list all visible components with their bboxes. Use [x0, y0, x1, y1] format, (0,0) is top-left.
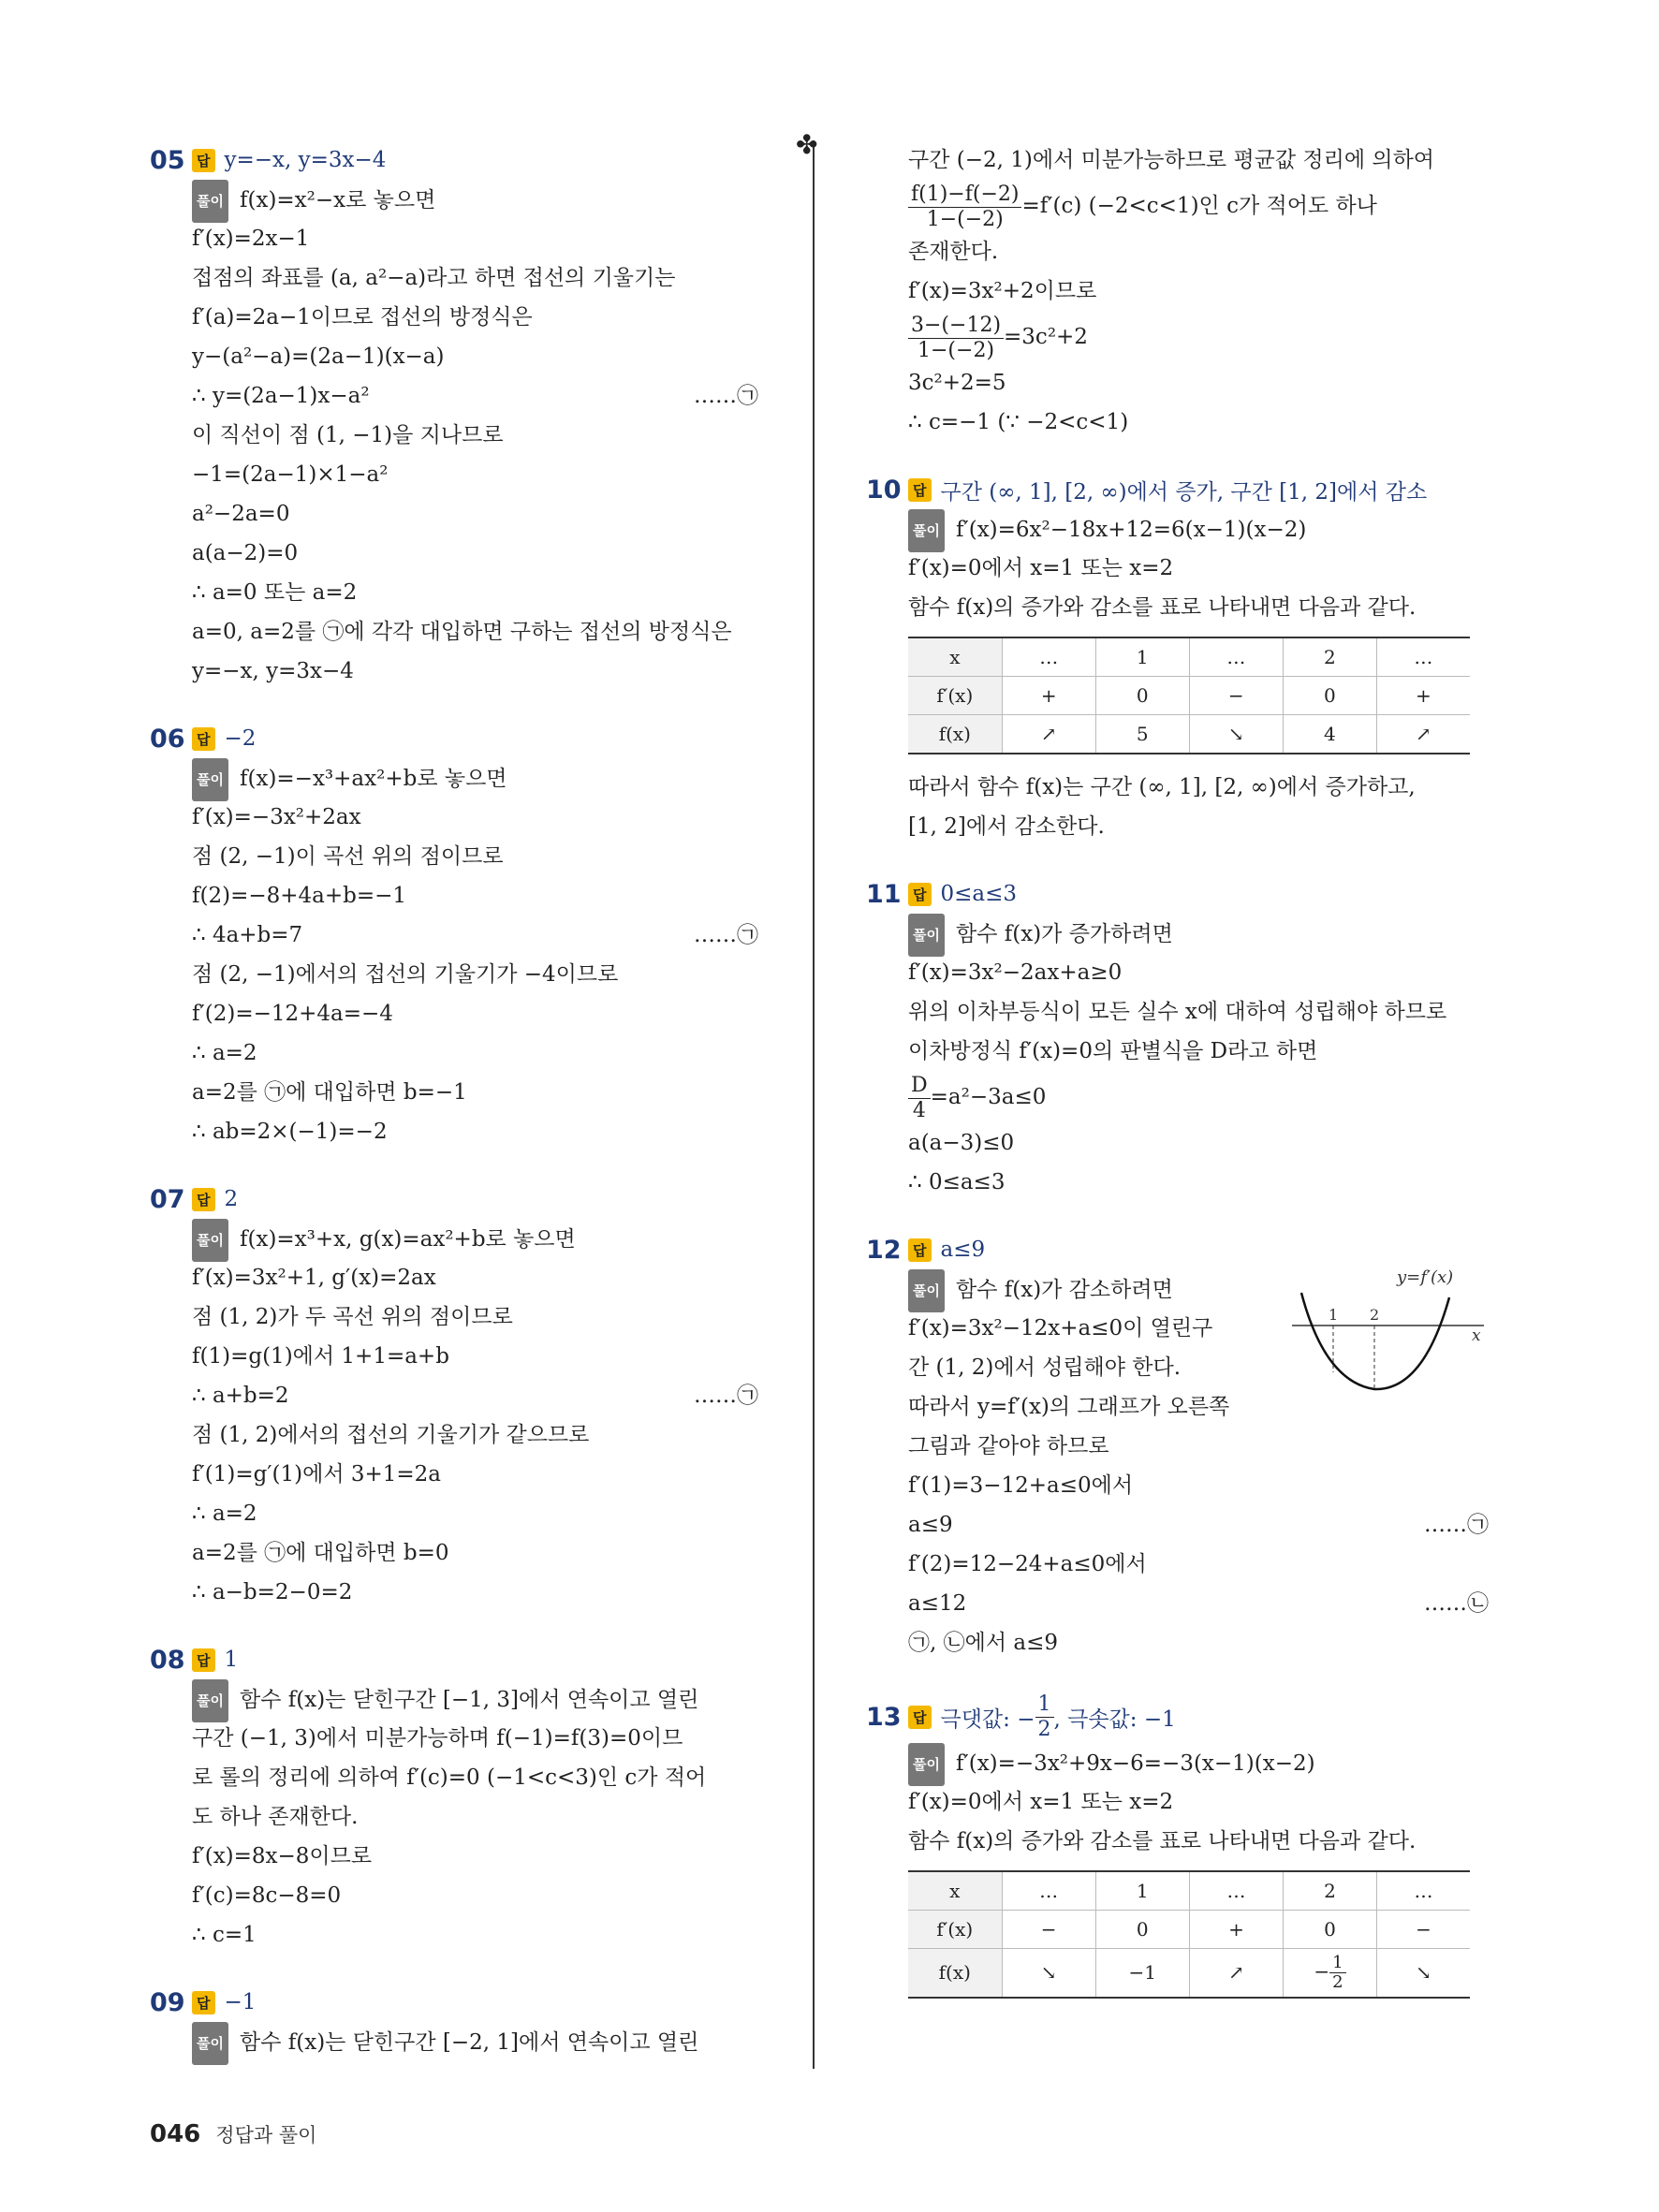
solution-line: a=2를 ㉠에 대입하면 b=0 [192, 1541, 449, 1565]
fraction-denominator: 2 [1037, 1717, 1051, 1741]
solution-line: f′(1)=g′(1)에서 3+1=2a [192, 1462, 442, 1487]
solution-line: a²−2a=0 [192, 502, 290, 526]
answer-badge: 답 [192, 149, 215, 172]
variation-table [908, 637, 1470, 754]
table-cell: 0 [1095, 677, 1189, 715]
solution-line: f′(a)=2a−1이므로 접선의 방정식은 [192, 305, 533, 330]
solution-line: a≤12 [908, 1591, 967, 1616]
solution-line: f′(1)=3−12+a≤0에서 [908, 1473, 1134, 1498]
table-cell: f(x) [908, 715, 1002, 754]
problem-number: 13 [866, 1702, 902, 1732]
problem-09-continued [908, 140, 1489, 442]
solution-badge: 풀이 [908, 1743, 945, 1786]
table-row [908, 637, 1470, 677]
problem-number: 09 [150, 1987, 185, 2017]
table-cell: x [908, 637, 1002, 677]
table-row [908, 677, 1470, 715]
problem-11 [866, 874, 1489, 1202]
solution-line: 이차방정식 f′(x)=0의 판별식을 D라고 하면 [908, 1039, 1318, 1063]
table-cell: … [1376, 637, 1470, 677]
column-divider [813, 140, 815, 2069]
variation-table [908, 1870, 1470, 1999]
solution-line: 함수 f(x)가 감소하려면 [955, 1278, 1173, 1302]
table-cell: f′(x) [908, 677, 1002, 715]
solution-line: f′(x)=−3x²+9x−6=−3(x−1)(x−2) [955, 1751, 1315, 1776]
solution-line: f′(2)=−12+4a=−4 [192, 1002, 393, 1026]
solution-line: 간 (1, 2)에서 성립해야 한다. [908, 1355, 1182, 1380]
solution-line: f(x)=−x³+ax²+b로 놓으면 [239, 767, 507, 791]
solution-line: =3c²+2 [1004, 325, 1088, 349]
table-cell: 4 [1283, 715, 1376, 754]
solution-line: y−(a²−a)=(2a−1)(x−a) [192, 344, 445, 369]
table-cell: … [1376, 1871, 1470, 1911]
solution-line: f′(c)=8c−8=0 [192, 1883, 342, 1908]
equation-mark: ……㉠ [694, 384, 758, 408]
table-cell: 1 [1095, 1871, 1189, 1911]
solution-line: 함수 f(x)의 증가와 감소를 표로 나타내면 다음과 같다. [908, 1829, 1417, 1853]
answer-badge: 답 [908, 883, 932, 906]
problem-10 [866, 470, 1489, 846]
solution-line: 점 (2, −1)이 곡선 위의 점이므로 [192, 844, 504, 869]
solution-line: −1=(2a−1)×1−a² [192, 462, 389, 487]
table-row [908, 1871, 1470, 1911]
solution-badge: 풀이 [908, 914, 945, 957]
answer-text: , 극솟값: −1 [1053, 1707, 1176, 1732]
solution-line: f(x)=x³+x, g(x)=ax²+b로 놓으면 [239, 1227, 576, 1252]
left-column [150, 140, 758, 2061]
fraction-numerator: 1 [1035, 1692, 1054, 1718]
solution-line: 구간 (−2, 1)에서 미분가능하므로 평균값 정리에 의하여 [908, 148, 1435, 172]
solution-badge: 풀이 [192, 1679, 228, 1722]
solution-line: 따라서 y=f′(x)의 그래프가 오른쪽 [908, 1395, 1230, 1419]
fraction [908, 314, 1004, 363]
problem-06 [150, 719, 758, 1151]
solution-line: 점 (1, 2)가 두 곡선 위의 점이므로 [192, 1305, 513, 1329]
table-cell: ↘ [1376, 1949, 1470, 1998]
fraction-denominator: 2 [1332, 1971, 1343, 1992]
problem-12 [866, 1230, 1489, 1663]
right-column [866, 140, 1489, 2012]
table-cell: + [1189, 1911, 1283, 1949]
answer-badge: 답 [192, 1188, 215, 1211]
answer-text: 0≤a≤3 [940, 882, 1018, 906]
solution-line: ∴ y=(2a−1)x−a² [192, 384, 370, 408]
solution-line: f′(x)=2x−1 [192, 227, 310, 251]
fraction [1329, 1954, 1345, 1992]
answer-badge: 답 [192, 727, 215, 751]
table-cell: ↗ [1002, 715, 1095, 754]
solution-badge: 풀이 [908, 509, 945, 552]
solution-line: =f′(c) (−2<c<1)인 c가 적어도 하나 [1021, 194, 1377, 218]
solution-line: ∴ a=2 [192, 1502, 257, 1526]
solution-line: ∴ a=0 또는 a=2 [192, 580, 358, 605]
solution-line: 접점의 좌표를 (a, a²−a)라고 하면 접선의 기울기는 [192, 266, 676, 290]
solution-line: f′(x)=−3x²+2ax [192, 805, 361, 829]
solution-line: a(a−2)=0 [192, 541, 299, 565]
solution-line: ∴ c=1 [192, 1923, 257, 1947]
minus-sign: − [1314, 1959, 1330, 1983]
table-cell: ↗ [1376, 715, 1470, 754]
solution-line: f′(x)=3x²−12x+a≤0이 열린구 [908, 1316, 1213, 1340]
table-cell: + [1002, 677, 1095, 715]
problem-number: 11 [866, 879, 902, 909]
solution-line: a=0, a=2를 ㉠에 각각 대입하면 구하는 접선의 방정식은 [192, 620, 732, 644]
divider-ornament-icon: ✤ [796, 129, 818, 160]
solution-line: 점 (2, −1)에서의 접선의 기울기가 −4이므로 [192, 962, 619, 987]
problem-number: 07 [150, 1184, 185, 1214]
solution-line: y=−x, y=3x−4 [192, 659, 354, 683]
table-cell: − [1376, 1911, 1470, 1949]
table-cell: − [1002, 1911, 1095, 1949]
equation-mark: ……㉠ [1424, 1513, 1489, 1537]
solution-line: [1, 2]에서 감소한다. [908, 814, 1105, 839]
table-cell: 5 [1095, 715, 1189, 754]
solution-line: 로 롤의 정리에 의하여 f′(c)=0 (−1<c<3)인 c가 적어 [192, 1765, 707, 1790]
answer-text: 극댓값: − [940, 1707, 1035, 1732]
answer-badge: 답 [908, 478, 932, 502]
answer-badge: 답 [908, 1706, 932, 1729]
fraction-numerator: 1 [1329, 1954, 1345, 1973]
solution-line: 구간 (−1, 3)에서 미분가능하며 f(−1)=f(3)=0이므 [192, 1726, 683, 1751]
solution-line: a=2를 ㉠에 대입하면 b=−1 [192, 1080, 467, 1105]
fraction-denominator: 1−(−2) [926, 207, 1004, 231]
table-cell: −1 [1095, 1949, 1189, 1998]
solution-badge: 풀이 [192, 180, 228, 223]
solution-line: ∴ a+b=2 [192, 1384, 289, 1408]
fraction-denominator: 1−(−2) [918, 338, 995, 362]
problem-07 [150, 1179, 758, 1612]
solution-line: 그림과 같아야 하므로 [908, 1434, 1109, 1458]
tick-label-2: 2 [1370, 1306, 1380, 1324]
solution-line: f′(x)=0에서 x=1 또는 x=2 [908, 556, 1174, 580]
solution-line: 함수 f(x)는 닫힌구간 [−1, 3]에서 연속이고 열린 [239, 1688, 699, 1712]
answer-badge: 답 [192, 1648, 215, 1672]
solution-line: f′(x)=6x²−18x+12=6(x−1)(x−2) [955, 518, 1307, 542]
solution-line: f′(x)=3x²−2ax+a≥0 [908, 960, 1123, 985]
solution-line: f(2)=−8+4a+b=−1 [192, 884, 407, 908]
fraction-numerator: 3−(−12) [908, 314, 1004, 339]
problem-number: 06 [150, 724, 185, 754]
table-cell: … [1002, 1871, 1095, 1911]
solution-badge: 풀이 [192, 1219, 228, 1262]
table-cell: … [1002, 637, 1095, 677]
table-cell [1284, 1949, 1377, 1998]
solution-line: =a²−3a≤0 [930, 1085, 1047, 1109]
table-cell: + [1376, 677, 1470, 715]
solution-line: ∴ ab=2×(−1)=−2 [192, 1120, 388, 1144]
answer-text: a≤9 [940, 1238, 986, 1262]
solution-line: 함수 f(x)의 증가와 감소를 표로 나타내면 다음과 같다. [908, 595, 1417, 620]
fraction-denominator: 4 [912, 1098, 926, 1122]
solution-badge: 풀이 [192, 2022, 228, 2065]
solution-line: ∴ 0≤a≤3 [908, 1170, 1006, 1194]
problem-05 [150, 140, 758, 691]
solution-badge: 풀이 [192, 758, 228, 801]
answer-text: 2 [224, 1187, 239, 1211]
problem-number: 10 [866, 475, 902, 505]
solution-line: f(1)=g(1)에서 1+1=a+b [192, 1344, 449, 1369]
solution-line: 3c²+2=5 [908, 371, 1006, 395]
solution-line: f′(x)=8x−8이므로 [192, 1844, 373, 1868]
table-row [908, 1949, 1470, 1998]
problem-08 [150, 1640, 758, 1955]
table-cell: 2 [1283, 637, 1376, 677]
solution-line: 함수 f(x)는 닫힌구간 [−2, 1]에서 연속이고 열린 [239, 2030, 699, 2055]
solution-line: 따라서 함수 f(x)는 구간 (∞, 1], [2, ∞)에서 증가하고, [908, 775, 1416, 799]
solution-line: f′(2)=12−24+a≤0에서 [908, 1552, 1147, 1576]
answer-text: 1 [224, 1648, 239, 1672]
solution-line: ∴ a−b=2−0=2 [192, 1580, 353, 1604]
problem-13 [866, 1691, 1489, 1999]
table-cell: ↘ [1002, 1949, 1095, 1998]
solution-line: 위의 이차부등식이 모든 실수 x에 대하여 성립해야 하므로 [908, 1000, 1447, 1024]
answer-badge: 답 [192, 1991, 215, 2014]
table-cell: ↘ [1189, 715, 1283, 754]
table-cell: 0 [1095, 1911, 1189, 1949]
problem-number: 08 [150, 1645, 185, 1675]
tick-label-1: 1 [1329, 1306, 1339, 1324]
fraction-numerator: f(1)−f(−2) [908, 183, 1021, 208]
problem-09 [150, 1983, 758, 2061]
table-cell: … [1189, 1871, 1283, 1911]
solution-line: ∴ a=2 [192, 1041, 257, 1065]
solution-line: f′(x)=3x²+2이므로 [908, 279, 1097, 303]
answer-text: y=−x, y=3x−4 [224, 148, 387, 172]
table-cell: − [1189, 677, 1283, 715]
solution-line: ∴ 4a+b=7 [192, 923, 303, 947]
solution-line: ∴ c=−1 (∵ −2<c<1) [908, 410, 1129, 434]
problem-number: 05 [150, 145, 185, 175]
equation-mark: ……㉠ [694, 923, 758, 947]
table-cell: … [1189, 637, 1283, 677]
answer-text: 구간 (∞, 1], [2, ∞)에서 증가, 구간 [1, 2]에서 감소 [940, 479, 1428, 505]
table-cell: 2 [1284, 1871, 1377, 1911]
solution-line: 이 직선이 점 (1, −1)을 지나므로 [192, 423, 504, 447]
solution-line: 존재한다. [908, 240, 999, 264]
problem-number: 12 [866, 1235, 902, 1265]
solution-line: 점 (1, 2)에서의 접선의 기울기가 같으므로 [192, 1423, 590, 1447]
table-cell: ↗ [1189, 1949, 1283, 1998]
solution-line: f′(x)=3x²+1, g′(x)=2ax [192, 1266, 436, 1290]
x-axis-label: x [1472, 1326, 1481, 1345]
page-footer [150, 2120, 316, 2148]
solution-line: ㉠, ㉡에서 a≤9 [908, 1631, 1058, 1655]
solution-line: a≤9 [908, 1513, 953, 1537]
graph-curve-label: y=f′(x) [1397, 1267, 1454, 1287]
solution-line: a(a−3)≤0 [908, 1131, 1015, 1155]
answer-fraction [1035, 1692, 1054, 1742]
table-cell: 1 [1095, 637, 1189, 677]
page-number: 046 [150, 2120, 201, 2148]
fraction [908, 183, 1021, 232]
answer-text: −2 [224, 726, 257, 751]
footer-label: 정답과 풀이 [215, 2124, 317, 2146]
answer-badge: 답 [908, 1238, 932, 1262]
answer-text: −1 [224, 1990, 257, 2014]
table-cell: 0 [1284, 1911, 1377, 1949]
table-cell: f(x) [908, 1949, 1002, 1998]
solution-badge: 풀이 [908, 1269, 945, 1312]
table-cell: x [908, 1871, 1002, 1911]
solution-line: 함수 f(x)가 증가하려면 [955, 922, 1173, 946]
table-cell: 0 [1283, 677, 1376, 715]
table-row [908, 715, 1470, 754]
solution-line: 도 하나 존재한다. [192, 1805, 359, 1829]
fraction [908, 1074, 931, 1123]
solution-line: f(x)=x²−x로 놓으면 [239, 188, 436, 212]
equation-mark: ……㉠ [694, 1384, 758, 1408]
solution-line: f′(x)=0에서 x=1 또는 x=2 [908, 1790, 1174, 1814]
equation-mark: ……㉡ [1424, 1591, 1489, 1616]
table-cell: f′(x) [908, 1911, 1002, 1949]
table-row [908, 1911, 1470, 1949]
fraction-numerator: D [908, 1074, 931, 1099]
